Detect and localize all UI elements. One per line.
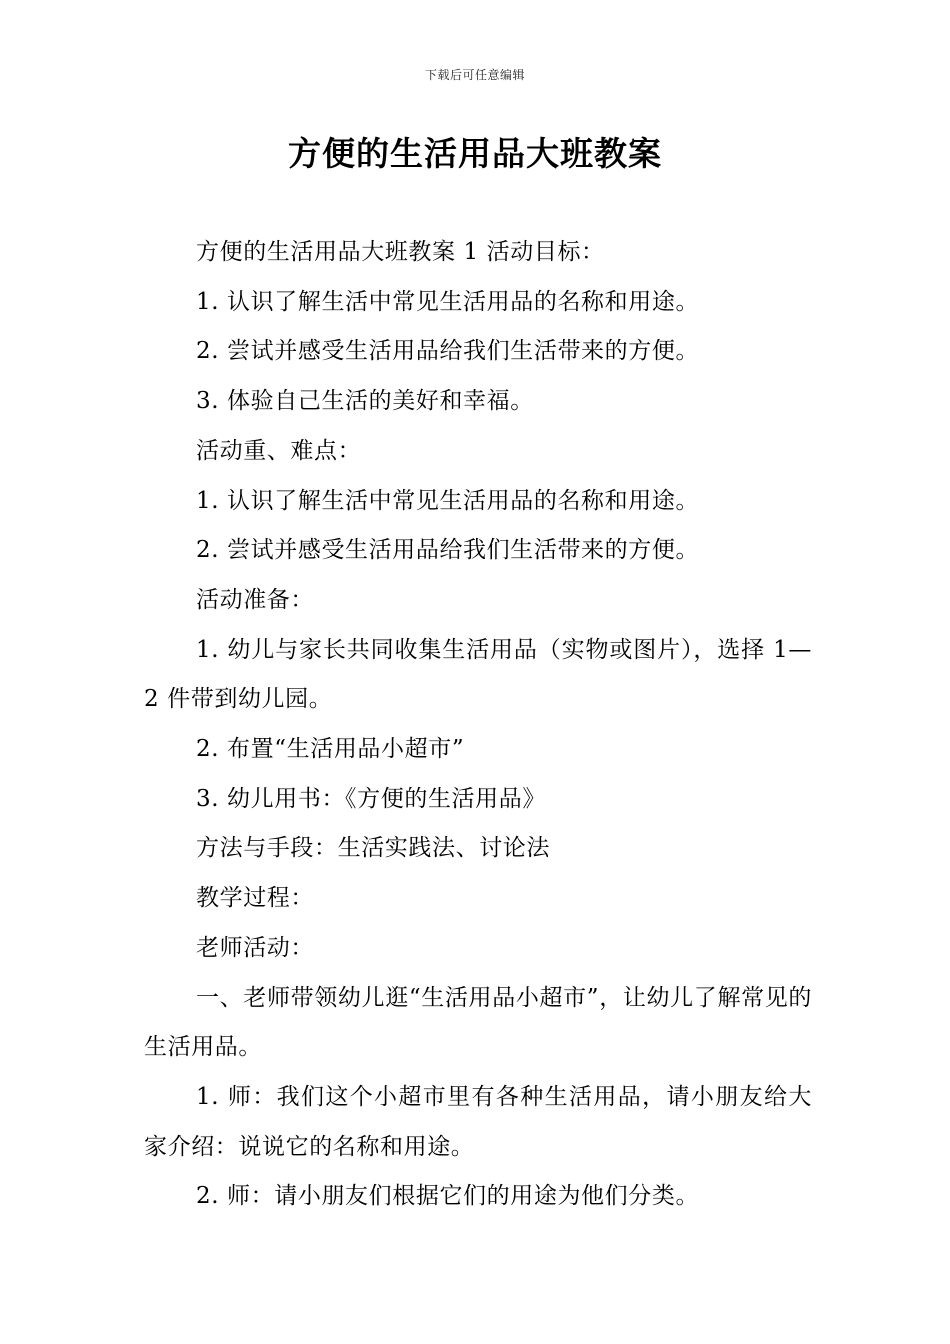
paragraph: 3. 幼儿用书：《方便的生活用品》 [196, 785, 546, 812]
document-body [144, 228, 812, 1222]
paragraph: 1. 认识了解生活中常见生活用品的名称和用途。 [196, 487, 700, 514]
paragraph: 2. 布置“生活用品小超市” [196, 736, 465, 763]
document-title: 方便的生活用品大班教案 [288, 134, 662, 173]
section-heading: 活动准备： [196, 586, 314, 613]
paragraph: 1. 幼儿与家长共同收集生活用品（实物或图片），选择 1—2 件带到幼儿园。 [144, 636, 812, 713]
paragraph: 3. 体验自己生活的美好和幸福。 [196, 388, 534, 415]
paragraph: 1. 师：我们这个小超市里有各种生活用品，请小朋友给大家介绍：说说它的名称和用途。 [144, 1083, 812, 1160]
section-heading: 教学过程： [196, 885, 314, 912]
section-heading: 活动重、难点： [196, 437, 362, 464]
paragraph: 方法与手段：生活实践法、讨论法 [196, 835, 550, 862]
header-note: 下载后可任意编辑 [424, 68, 525, 82]
section-heading: 老师活动： [196, 934, 314, 961]
paragraph: 2. 尝试并感受生活用品给我们生活带来的方便。 [196, 537, 700, 564]
paragraph: 2. 尝试并感受生活用品给我们生活带来的方便。 [196, 338, 700, 365]
paragraph: 一、老师带领幼儿逛“生活用品小超市”，让幼儿了解常见的生活用品。 [144, 984, 812, 1061]
paragraph: 2. 师：请小朋友们根据它们的用途为他们分类。 [196, 1183, 700, 1210]
paragraph: 方便的生活用品大班教案 1 活动目标： [196, 239, 605, 265]
paragraph: 1. 认识了解生活中常见生活用品的名称和用途。 [196, 288, 700, 315]
